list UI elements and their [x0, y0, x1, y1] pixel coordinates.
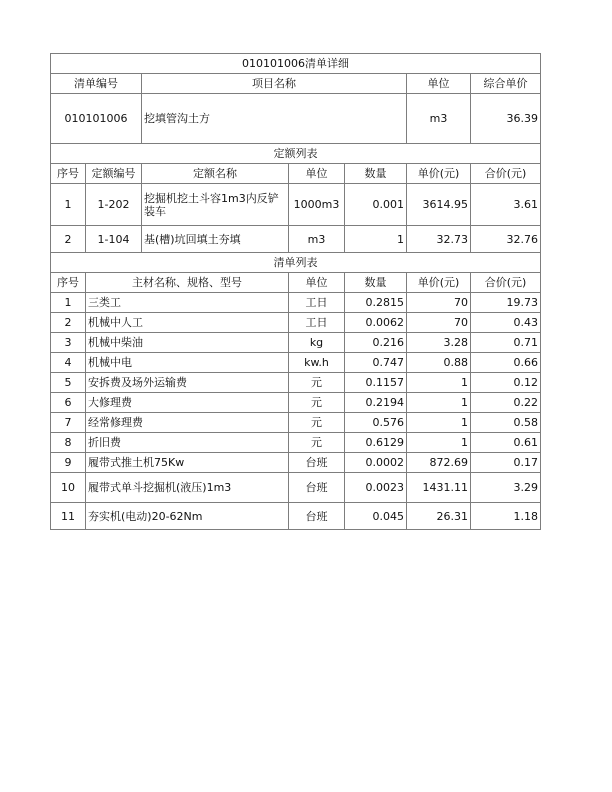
material-name: 经常修理费 — [86, 413, 289, 433]
material-total: 0.71 — [471, 333, 541, 353]
list-name: 挖填管沟土方 — [142, 94, 407, 144]
material-price: 26.31 — [407, 503, 471, 530]
material-header-cell: 主材名称、规格、型号 — [86, 273, 289, 293]
material-price: 1 — [407, 413, 471, 433]
material-total: 0.66 — [471, 353, 541, 373]
material-row — [51, 503, 541, 530]
material-unit: kg — [289, 333, 345, 353]
material-row — [51, 473, 541, 503]
quota-seq: 2 — [51, 226, 86, 253]
material-name: 履带式单斗挖掘机(液压)1m3 — [86, 473, 289, 503]
material-price: 3.28 — [407, 333, 471, 353]
material-price: 70 — [407, 293, 471, 313]
material-name: 三类工 — [86, 293, 289, 313]
material-qty: 0.216 — [345, 333, 407, 353]
material-unit: 元 — [289, 393, 345, 413]
material-unit: kw.h — [289, 353, 345, 373]
material-row — [51, 373, 541, 393]
quota-header-cell: 定额名称 — [142, 164, 289, 184]
material-header-cell: 合价(元) — [471, 273, 541, 293]
material-row — [51, 453, 541, 473]
page-title: 010101006清单详细 — [51, 54, 541, 74]
material-name: 机械中人工 — [86, 313, 289, 333]
material-header-cell: 单位 — [289, 273, 345, 293]
quota-qty: 0.001 — [345, 184, 407, 226]
material-section-title: 清单列表 — [51, 253, 541, 273]
quota-row — [51, 226, 541, 253]
material-total: 0.61 — [471, 433, 541, 453]
material-name: 机械中柴油 — [86, 333, 289, 353]
material-unit: 元 — [289, 373, 345, 393]
material-seq: 3 — [51, 333, 86, 353]
quota-price: 32.73 — [407, 226, 471, 253]
quota-header-cell: 序号 — [51, 164, 86, 184]
material-price: 1 — [407, 433, 471, 453]
material-header-row — [51, 273, 541, 293]
quota-section-title: 定额列表 — [51, 144, 541, 164]
material-unit: 台班 — [289, 473, 345, 503]
material-unit: 元 — [289, 413, 345, 433]
quota-header-cell: 单价(元) — [407, 164, 471, 184]
material-seq: 6 — [51, 393, 86, 413]
quota-header-cell: 合价(元) — [471, 164, 541, 184]
material-seq: 7 — [51, 413, 86, 433]
material-name: 履带式推土机75Kw — [86, 453, 289, 473]
quota-header-cell: 定额编号 — [86, 164, 142, 184]
quota-seq: 1 — [51, 184, 86, 226]
material-unit: 工日 — [289, 313, 345, 333]
material-price: 1 — [407, 393, 471, 413]
material-seq: 2 — [51, 313, 86, 333]
material-qty: 0.0023 — [345, 473, 407, 503]
material-unit: 工日 — [289, 293, 345, 313]
quota-qty: 1 — [345, 226, 407, 253]
material-qty: 0.045 — [345, 503, 407, 530]
material-price: 1431.11 — [407, 473, 471, 503]
material-total: 0.22 — [471, 393, 541, 413]
quota-total: 32.76 — [471, 226, 541, 253]
quota-name: 挖掘机挖土斗容1m3内反铲装车 — [142, 184, 289, 226]
material-price: 872.69 — [407, 453, 471, 473]
quota-unit: 1000m3 — [289, 184, 345, 226]
material-total: 0.17 — [471, 453, 541, 473]
material-name: 折旧费 — [86, 433, 289, 453]
material-seq: 11 — [51, 503, 86, 530]
material-unit: 元 — [289, 433, 345, 453]
quota-header-cell: 单位 — [289, 164, 345, 184]
material-qty: 0.747 — [345, 353, 407, 373]
list-code: 010101006 — [51, 94, 142, 144]
material-seq: 8 — [51, 433, 86, 453]
list-code-header: 清单编号 — [51, 74, 142, 94]
material-row — [51, 333, 541, 353]
material-row — [51, 393, 541, 413]
quota-row — [51, 184, 541, 226]
material-seq: 4 — [51, 353, 86, 373]
material-row — [51, 353, 541, 373]
material-name: 安拆费及场外运输费 — [86, 373, 289, 393]
quota-header-cell: 数量 — [345, 164, 407, 184]
material-row — [51, 433, 541, 453]
material-total: 1.18 — [471, 503, 541, 530]
material-header-cell: 序号 — [51, 273, 86, 293]
detail-table — [50, 53, 541, 530]
material-seq: 1 — [51, 293, 86, 313]
quota-unit: m3 — [289, 226, 345, 253]
material-qty: 0.2194 — [345, 393, 407, 413]
material-qty: 0.1157 — [345, 373, 407, 393]
quota-header-row — [51, 164, 541, 184]
list-price-header: 综合单价 — [471, 74, 541, 94]
material-total: 3.29 — [471, 473, 541, 503]
list-unit-header: 单位 — [407, 74, 471, 94]
list-unit: m3 — [407, 94, 471, 144]
material-price: 70 — [407, 313, 471, 333]
list-name-header: 项目名称 — [142, 74, 407, 94]
list-price: 36.39 — [471, 94, 541, 144]
material-qty: 0.0062 — [345, 313, 407, 333]
quota-code: 1-202 — [86, 184, 142, 226]
material-name: 大修理费 — [86, 393, 289, 413]
material-seq: 5 — [51, 373, 86, 393]
material-price: 1 — [407, 373, 471, 393]
material-qty: 0.6129 — [345, 433, 407, 453]
material-row — [51, 293, 541, 313]
material-seq: 9 — [51, 453, 86, 473]
quota-code: 1-104 — [86, 226, 142, 253]
material-seq: 10 — [51, 473, 86, 503]
material-total: 0.58 — [471, 413, 541, 433]
material-qty: 0.0002 — [345, 453, 407, 473]
material-header-cell: 单价(元) — [407, 273, 471, 293]
material-total: 0.12 — [471, 373, 541, 393]
material-header-cell: 数量 — [345, 273, 407, 293]
material-total: 19.73 — [471, 293, 541, 313]
material-total: 0.43 — [471, 313, 541, 333]
material-qty: 0.576 — [345, 413, 407, 433]
material-row — [51, 313, 541, 333]
material-row — [51, 413, 541, 433]
quota-name: 基(槽)坑回填土夯填 — [142, 226, 289, 253]
material-price: 0.88 — [407, 353, 471, 373]
quota-total: 3.61 — [471, 184, 541, 226]
material-unit: 台班 — [289, 453, 345, 473]
material-unit: 台班 — [289, 503, 345, 530]
material-name: 机械中电 — [86, 353, 289, 373]
material-name: 夯实机(电动)20-62Nm — [86, 503, 289, 530]
quota-price: 3614.95 — [407, 184, 471, 226]
material-qty: 0.2815 — [345, 293, 407, 313]
